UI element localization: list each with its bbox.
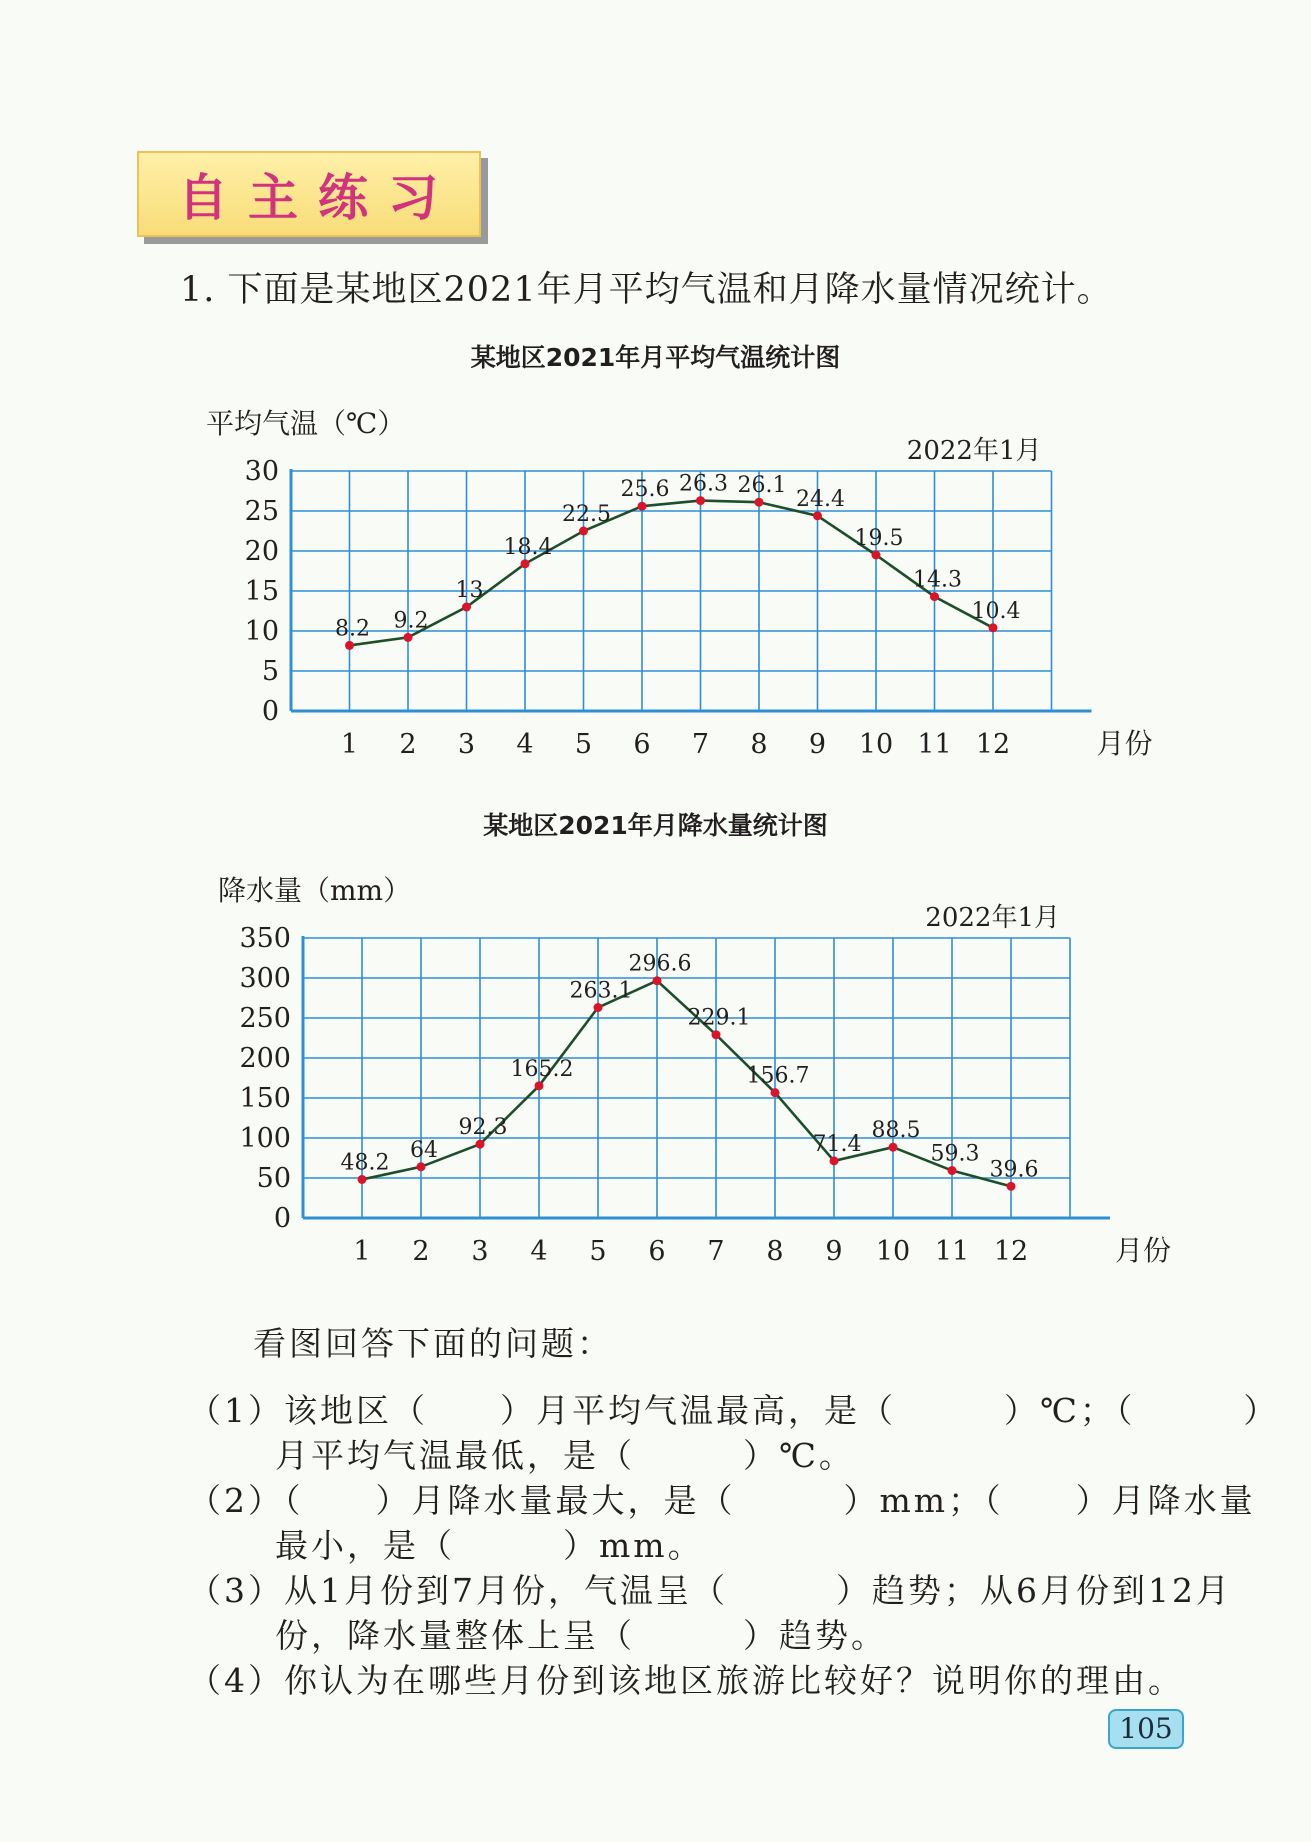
question-3-line-2: 份，降水量整体上呈（ ）趋势。 — [275, 1616, 887, 1655]
rainfall-data-point — [358, 1175, 367, 1184]
temperature-data-point — [462, 603, 471, 612]
rainfall-x-tick-label: 12 — [993, 1236, 1029, 1267]
rainfall-y-tick-label: 300 — [239, 963, 291, 994]
temperature-y-tick-label: 0 — [261, 696, 279, 727]
rainfall-chart-title: 某地区2021年月降水量统计图 — [483, 811, 828, 840]
temperature-data-label: 22.5 — [562, 502, 611, 527]
rainfall-data-point — [417, 1162, 426, 1171]
temperature-x-tick-label: 12 — [975, 729, 1011, 760]
rainfall-data-label: 229.1 — [687, 1005, 751, 1031]
temperature-y-tick-label: 20 — [244, 536, 279, 567]
rainfall-data-label: 263.1 — [569, 978, 633, 1004]
rainfall-data-label: 59.3 — [930, 1141, 980, 1167]
temperature-chart — [0, 400, 1311, 780]
temperature-data-point — [579, 527, 588, 536]
temperature-data-label: 24.4 — [796, 486, 845, 512]
temperature-x-tick-label: 9 — [808, 729, 827, 760]
temperature-y-tick-label: 10 — [244, 616, 279, 647]
temperature-x-axis-label: 月份 — [1096, 727, 1153, 760]
question-4-line-1: （4）你认为在哪些月份到该地区旅游比较好？说明你的理由。 — [188, 1661, 1184, 1700]
rainfall-y-tick-label: 200 — [239, 1043, 291, 1074]
temperature-data-label: 10.4 — [971, 598, 1021, 624]
temperature-data-point — [521, 559, 530, 568]
temperature-data-point — [696, 496, 705, 505]
rainfall-x-axis-label: 月份 — [1115, 1234, 1172, 1267]
temperature-y-tick-label: 15 — [244, 576, 279, 607]
question-2-line-1: （2）（ ）月降水量最大，是（ ）mm；（ ）月降水量 — [188, 1481, 1256, 1520]
rainfall-data-label: 156.7 — [746, 1063, 810, 1089]
temperature-x-tick-label: 8 — [750, 729, 768, 760]
rainfall-data-label: 48.2 — [340, 1150, 390, 1176]
rainfall-data-label: 64 — [410, 1137, 438, 1163]
temperature-series-line — [350, 501, 994, 646]
rainfall-y-tick-label: 0 — [273, 1203, 291, 1234]
temperature-x-tick-label: 10 — [858, 729, 894, 760]
rainfall-x-tick-label: 7 — [707, 1236, 725, 1267]
exercise-intro: 1. 下面是某地区2021年月平均气温和月降水量情况统计。 — [180, 270, 1113, 310]
rainfall-x-tick-label: 4 — [530, 1236, 548, 1267]
rainfall-x-tick-label: 1 — [353, 1236, 371, 1267]
rainfall-chart — [0, 860, 1311, 1300]
rainfall-data-label: 92.3 — [458, 1115, 508, 1141]
rainfall-data-point — [771, 1088, 780, 1097]
temperature-date-note: 2022年1月 — [906, 436, 1042, 466]
temperature-data-point — [345, 641, 354, 650]
rainfall-x-tick-label: 8 — [766, 1236, 784, 1267]
temperature-y-tick-label: 25 — [244, 496, 279, 527]
temperature-data-label: 25.6 — [620, 477, 670, 503]
temperature-data-label: 9.2 — [393, 608, 429, 634]
temperature-data-point — [813, 511, 822, 520]
temperature-y-tick-label: 5 — [261, 656, 279, 687]
rainfall-data-point — [948, 1166, 957, 1175]
rainfall-x-tick-label: 9 — [825, 1236, 843, 1267]
temperature-data-label: 14.3 — [913, 567, 962, 593]
rainfall-y-tick-label: 100 — [239, 1123, 291, 1154]
section-banner-label: 自主练习 — [178, 169, 458, 227]
rainfall-data-label: 88.5 — [871, 1118, 921, 1144]
question-1-line-1: （1）该地区（ ）月平均气温最高，是（ ）℃；（ ） — [188, 1391, 1280, 1430]
rainfall-series-line — [362, 978, 1011, 1187]
rainfall-data-point — [653, 976, 662, 985]
temperature-x-tick-label: 4 — [516, 729, 534, 760]
question-1-line-2: 月平均气温最低，是（ ）℃。 — [275, 1436, 855, 1475]
temperature-y-tick-label: 30 — [244, 456, 279, 487]
rainfall-date-note: 2022年1月 — [925, 903, 1060, 933]
rainfall-y-axis-label: 降水量（mm） — [218, 874, 412, 907]
rainfall-x-tick-label: 5 — [589, 1236, 607, 1267]
rainfall-data-point — [889, 1143, 898, 1152]
temperature-data-label: 13 — [455, 578, 484, 603]
rainfall-data-point — [594, 1003, 603, 1012]
rainfall-x-tick-label: 6 — [648, 1236, 666, 1267]
temperature-x-tick-label: 5 — [574, 729, 593, 760]
temperature-x-tick-label: 3 — [457, 729, 476, 760]
temperature-data-label: 18.4 — [503, 534, 553, 560]
questions-prompt: 看图回答下面的问题： — [253, 1324, 613, 1363]
temperature-data-label: 8.2 — [335, 616, 370, 642]
temperature-x-tick-label: 2 — [399, 729, 417, 760]
temperature-data-point — [404, 633, 413, 642]
rainfall-data-label: 39.6 — [989, 1157, 1039, 1183]
temperature-data-point — [989, 623, 998, 632]
question-3-line-1: （3）从1月份到7月份，气温呈（ ）趋势；从6月份到12月 — [188, 1571, 1232, 1610]
rainfall-x-tick-label: 3 — [471, 1236, 489, 1267]
rainfall-x-tick-label: 2 — [412, 1236, 430, 1267]
temperature-data-label: 26.3 — [679, 471, 728, 497]
temperature-data-point — [872, 551, 881, 560]
question-2-line-2: 最小，是（ ）mm。 — [275, 1526, 704, 1565]
rainfall-y-tick-label: 150 — [239, 1083, 291, 1114]
section-banner — [137, 151, 481, 237]
rainfall-y-tick-label: 50 — [256, 1163, 291, 1194]
rainfall-x-tick-label: 11 — [934, 1236, 970, 1267]
temperature-x-tick-label: 7 — [691, 729, 710, 760]
temperature-x-tick-label: 11 — [917, 729, 952, 760]
temperature-data-point — [638, 502, 647, 511]
page-number: 105 — [1108, 1709, 1184, 1749]
temperature-chart-title: 某地区2021年月平均气温统计图 — [470, 343, 841, 372]
rainfall-data-point — [1007, 1182, 1016, 1191]
temperature-x-tick-label: 1 — [340, 729, 359, 760]
temperature-data-point — [755, 498, 764, 507]
rainfall-data-point — [712, 1030, 721, 1039]
temperature-data-label: 26.1 — [737, 473, 787, 499]
rainfall-data-point — [830, 1156, 839, 1165]
temperature-data-point — [930, 592, 939, 601]
rainfall-data-label: 71.4 — [812, 1131, 862, 1157]
rainfall-y-tick-label: 350 — [239, 923, 291, 954]
rainfall-y-tick-label: 250 — [239, 1003, 291, 1034]
rainfall-data-label: 296.6 — [628, 951, 692, 977]
temperature-data-label: 19.5 — [854, 526, 904, 551]
rainfall-data-point — [476, 1140, 485, 1149]
rainfall-data-label: 165.2 — [510, 1056, 574, 1082]
rainfall-data-point — [535, 1081, 544, 1090]
rainfall-x-tick-label: 10 — [875, 1236, 911, 1267]
temperature-y-axis-label: 平均气温（℃） — [206, 407, 406, 440]
temperature-x-tick-label: 6 — [633, 729, 651, 760]
